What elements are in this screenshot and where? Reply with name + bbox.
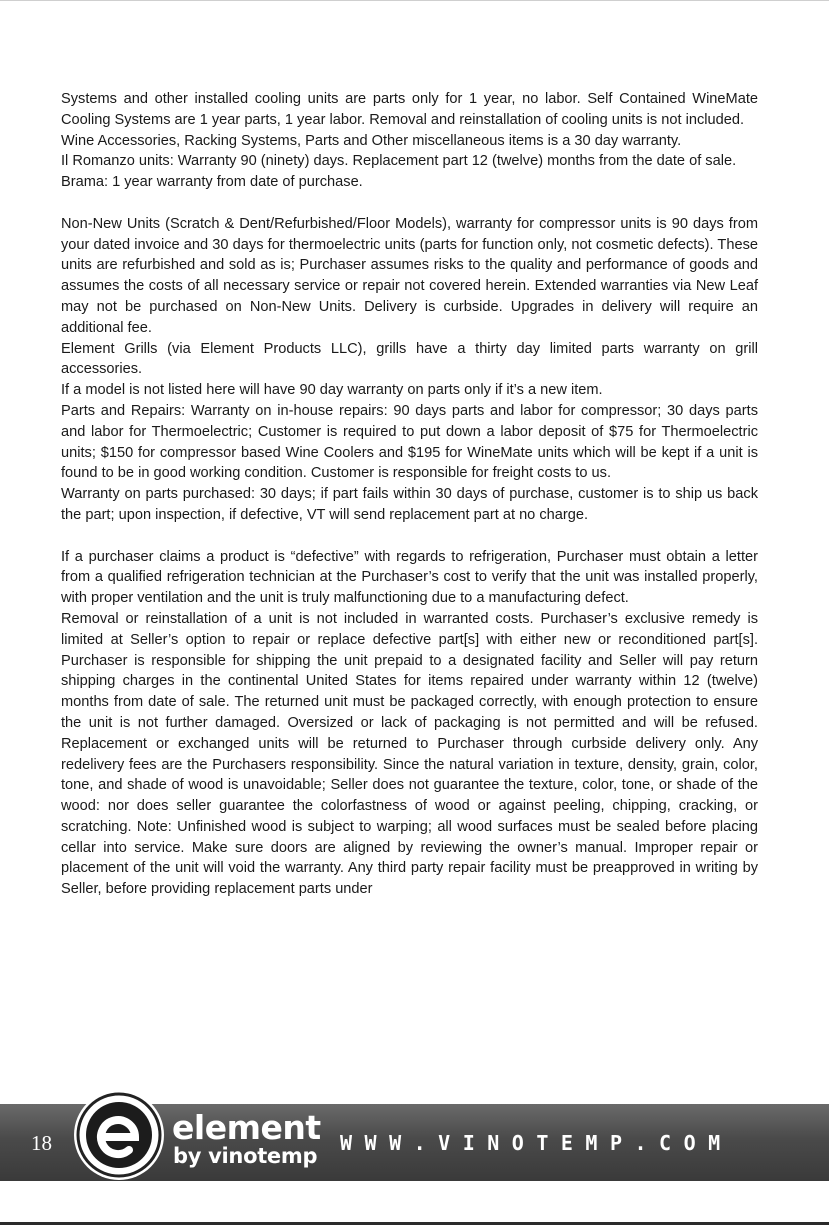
paragraph-brama: Brama: 1 year warranty from date of purchase. — [61, 174, 363, 191]
paragraph-parts-purchased: Warranty on parts purchased: 30 days; if part fails within 30 days of purchase, customer is to ship us back the part; upon inspection, if defective, VT will send replacement part at no charge. — [61, 486, 758, 523]
paragraph-cooling-systems: Systems and other installed cooling units are parts only for 1 year, no labor. Self Contained WineMate Cooling Systems are 1 year parts, 1 year labor. Removal and reinstallation of cooling units is not included. — [61, 91, 758, 128]
website-url: WWW.VINOTEMP.COM — [340, 1131, 733, 1155]
paragraph-defective-claims: If a purchaser claims a product is “defective” with regards to refrigeration, Purchaser must obtain a letter from a qualified refrigeration technician at the Purchaser’s cost to verify that the unit was installed properly, with proper ventilation and the unit is truly malfunctioning due to a manufacturing defect. — [61, 548, 758, 607]
paragraph-non-new-units: Non-New Units (Scratch & Dent/Refurbished/Floor Models), warranty for compressor units is 90 days from your dated invoice and 30 days for thermoelectric units (parts for function only, not cosmetic defects). These units are refurbished and sold as is; Purchaser assumes risks to the quality and performance of goods and assumes the costs of all necessary service or repair not covered herein. Extended warranties via New Leaf may not be purchased on Non-New Units. Delivery is curbside. Upgrades in delivery will require an additional fee. — [61, 215, 758, 336]
brand-name: element — [172, 1108, 321, 1147]
paragraph-spacer — [61, 193, 758, 214]
page-number: 18 — [31, 1131, 52, 1155]
paragraph-wine-accessories: Wine Accessories, Racking Systems, Parts and Other miscellaneous items is a 30 day warranty. — [61, 132, 682, 149]
paragraph-spacer — [61, 526, 758, 547]
brand-logo-icon — [74, 1090, 164, 1180]
paragraph-removal-reinstallation: Removal or reinstallation of a unit is not included in warranted costs. Purchaser’s exclusive remedy is limited at Seller’s option to repair or replace defective part[s] with either new or reconditioned part[s]. Purchaser is responsible for shipping the unit prepaid to a designated facility and Seller will pay return shipping charges in the continental United States for items repaired under warranty within 12 (twelve) months from date of sale. The returned unit must be packaged correctly, with enough protection to ensure the unit is not further damaged. Oversized or lack of packaging is not permitted and will be refused. Replacement or exchanged units will be returned to Purchaser through curbside delivery only. Any redelivery fees are the Purchasers responsibility. Since the natural variation in texture, density, grain, color, tone, and shade of wood is unavoidable; Seller does not guarantee the texture, color, tone, or shade of the wood: nor does seller guarantee the colorfastness of wood or against peeling, chipping, cracking, or scratching. Note: Unfinished wood is subject to warping; all wood surfaces must be sealed before placing cellar into service. Make sure doors are aligned by reviewing the owner’s manual. Improper repair or placement of the unit will void the warranty. Any third party repair facility must be preapproved in writing by Seller, before providing replacement parts under — [61, 610, 758, 898]
brand-tagline: by vinotemp — [173, 1144, 318, 1168]
paragraph-element-grills: Element Grills (via Element Products LLC), grills have a thirty day limited parts warranty on grill accessories. — [61, 340, 758, 378]
top-rule — [0, 0, 829, 1]
paragraph-parts-and-repairs: Parts and Repairs: Warranty on in-house repairs: 90 days parts and labor for compressor; 30 days parts and labor for Thermoelectric; Customer is required to put down a labor deposit of $75 for Thermoelectric units; $150 for compressor based Wine Coolers and $195 for WineMate units which will be kept if a unit is found to be in good working condition. Customer is responsible for freight costs to us. — [61, 402, 758, 482]
paragraph-unlisted-models: If a model is not listed here will have 90 day warranty on parts only if it’s a new item. — [61, 382, 603, 399]
page-footer — [0, 1104, 829, 1181]
warranty-text-body — [61, 89, 758, 900]
paragraph-il-romanzo: Il Romanzo units: Warranty 90 (ninety) days. Replacement part 12 (twelve) months from the date of sale. — [61, 153, 737, 170]
